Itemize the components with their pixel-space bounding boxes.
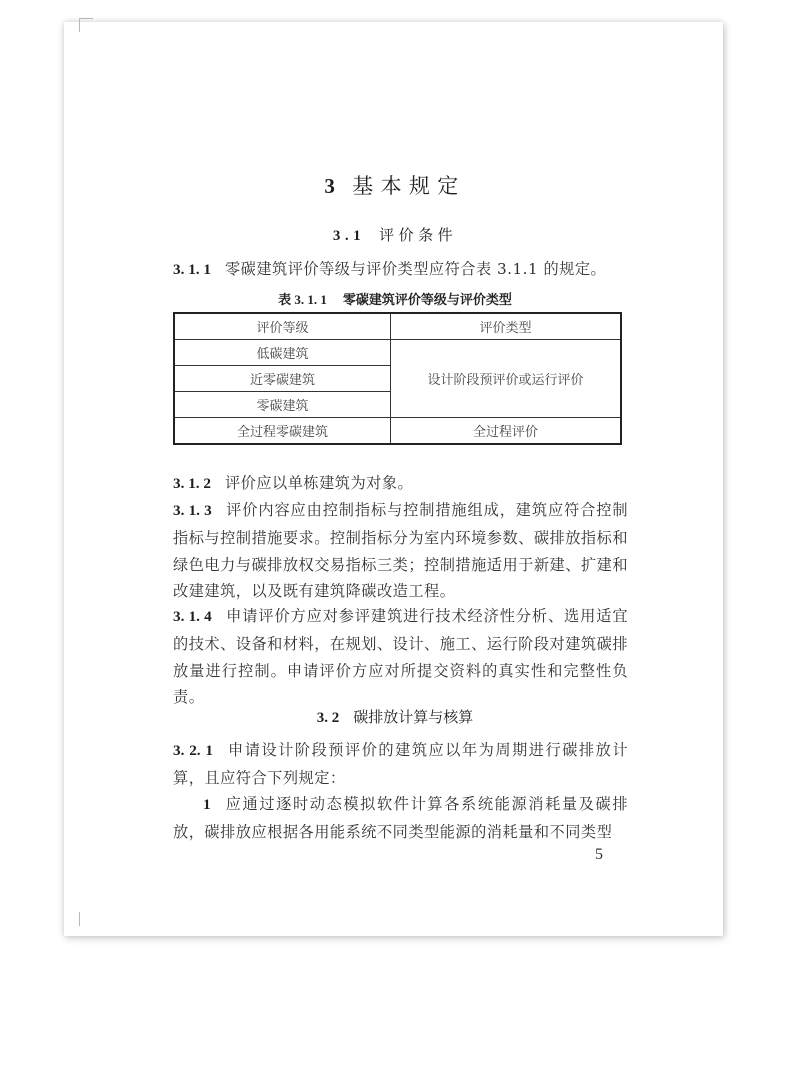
clause-number: 3. 1. 1 — [173, 261, 211, 278]
clause-3-1-1 — [173, 256, 628, 284]
table-row — [174, 340, 621, 366]
table-header-cell: 评价类型 — [391, 313, 622, 340]
clause-text: 评价内容应由控制指标与控制措施组成，建筑应符合控制指标与控制措施要求。控制指标分为室内环境参数、碳排放指标和绿色电力与碳排放权交易指标三类；控制措施适用于新建、扩建和改建建筑，以及既有建筑降碳改造工程。 — [173, 501, 629, 601]
table-cell-grade: 近零碳建筑 — [174, 366, 391, 392]
table-header-cell: 评价等级 — [174, 313, 391, 340]
section-number: 3.1 — [332, 228, 366, 244]
table-header-row — [174, 313, 621, 340]
clause-text: 零碳建筑评价等级与评价类型应符合表 3.1.1 的规定。 — [224, 260, 607, 278]
section-number: 3. 2 — [316, 710, 340, 726]
clause-3-1-3 — [173, 497, 628, 605]
table-cell-type: 设计阶段预评价或运行评价 — [391, 340, 622, 418]
table-cell-grade: 全过程零碳建筑 — [174, 418, 391, 445]
section-title-3-1 — [0, 224, 790, 245]
clause-number: 3. 1. 2 — [173, 475, 211, 492]
clause-text: 申请设计阶段预评价的建筑应以年为周期进行碳排放计算，且应符合下列规定： — [173, 741, 629, 787]
chapter-title-text: 基本规定 — [352, 174, 466, 198]
evaluation-grade-table — [173, 312, 622, 445]
item-text: 应通过逐时动态模拟软件计算各系统能源消耗量及碳排放，碳排放应根据各用能系统不同类型能源的消耗量和不同类型 — [173, 795, 628, 841]
clause-3-1-4 — [173, 603, 628, 711]
clause-number: 3. 1. 4 — [173, 608, 212, 625]
clause-number: 3. 1. 3 — [173, 502, 212, 519]
clause-text: 申请评价方应对参评建筑进行技术经济性分析、选用适宜的技术、设备和材料，在规划、设计、施工、运行阶段对建筑碳排放量进行控制。申请评价方应对所提交资料的真实性和完整性负责。 — [173, 607, 629, 707]
section-title-text: 评价条件 — [379, 226, 458, 244]
table-caption-number: 表 3. 1. 1 — [278, 292, 327, 307]
table-caption-title: 零碳建筑评价等级与评价类型 — [342, 293, 512, 308]
table-caption — [0, 289, 790, 308]
table-cell-type: 全过程评价 — [391, 418, 622, 445]
clause-3-2-1-item-1 — [173, 791, 628, 846]
section-title-3-2 — [0, 706, 790, 727]
item-number: 1 — [203, 796, 211, 813]
clause-3-1-2 — [173, 470, 628, 498]
table-cell-grade: 零碳建筑 — [174, 392, 391, 418]
clause-number: 3. 2. 1 — [173, 742, 214, 759]
table-row — [174, 418, 621, 445]
section-title-text: 碳排放计算与核算 — [353, 708, 474, 726]
clause-3-2-1 — [173, 737, 628, 792]
crop-mark — [79, 18, 93, 19]
crop-mark — [79, 912, 80, 926]
page-number: 5 — [595, 846, 603, 863]
chapter-title — [0, 170, 790, 200]
clause-text: 评价应以单栋建筑为对象。 — [224, 474, 414, 492]
crop-mark — [79, 18, 80, 32]
table-cell-grade: 低碳建筑 — [174, 340, 391, 366]
chapter-number: 3 — [324, 174, 343, 198]
